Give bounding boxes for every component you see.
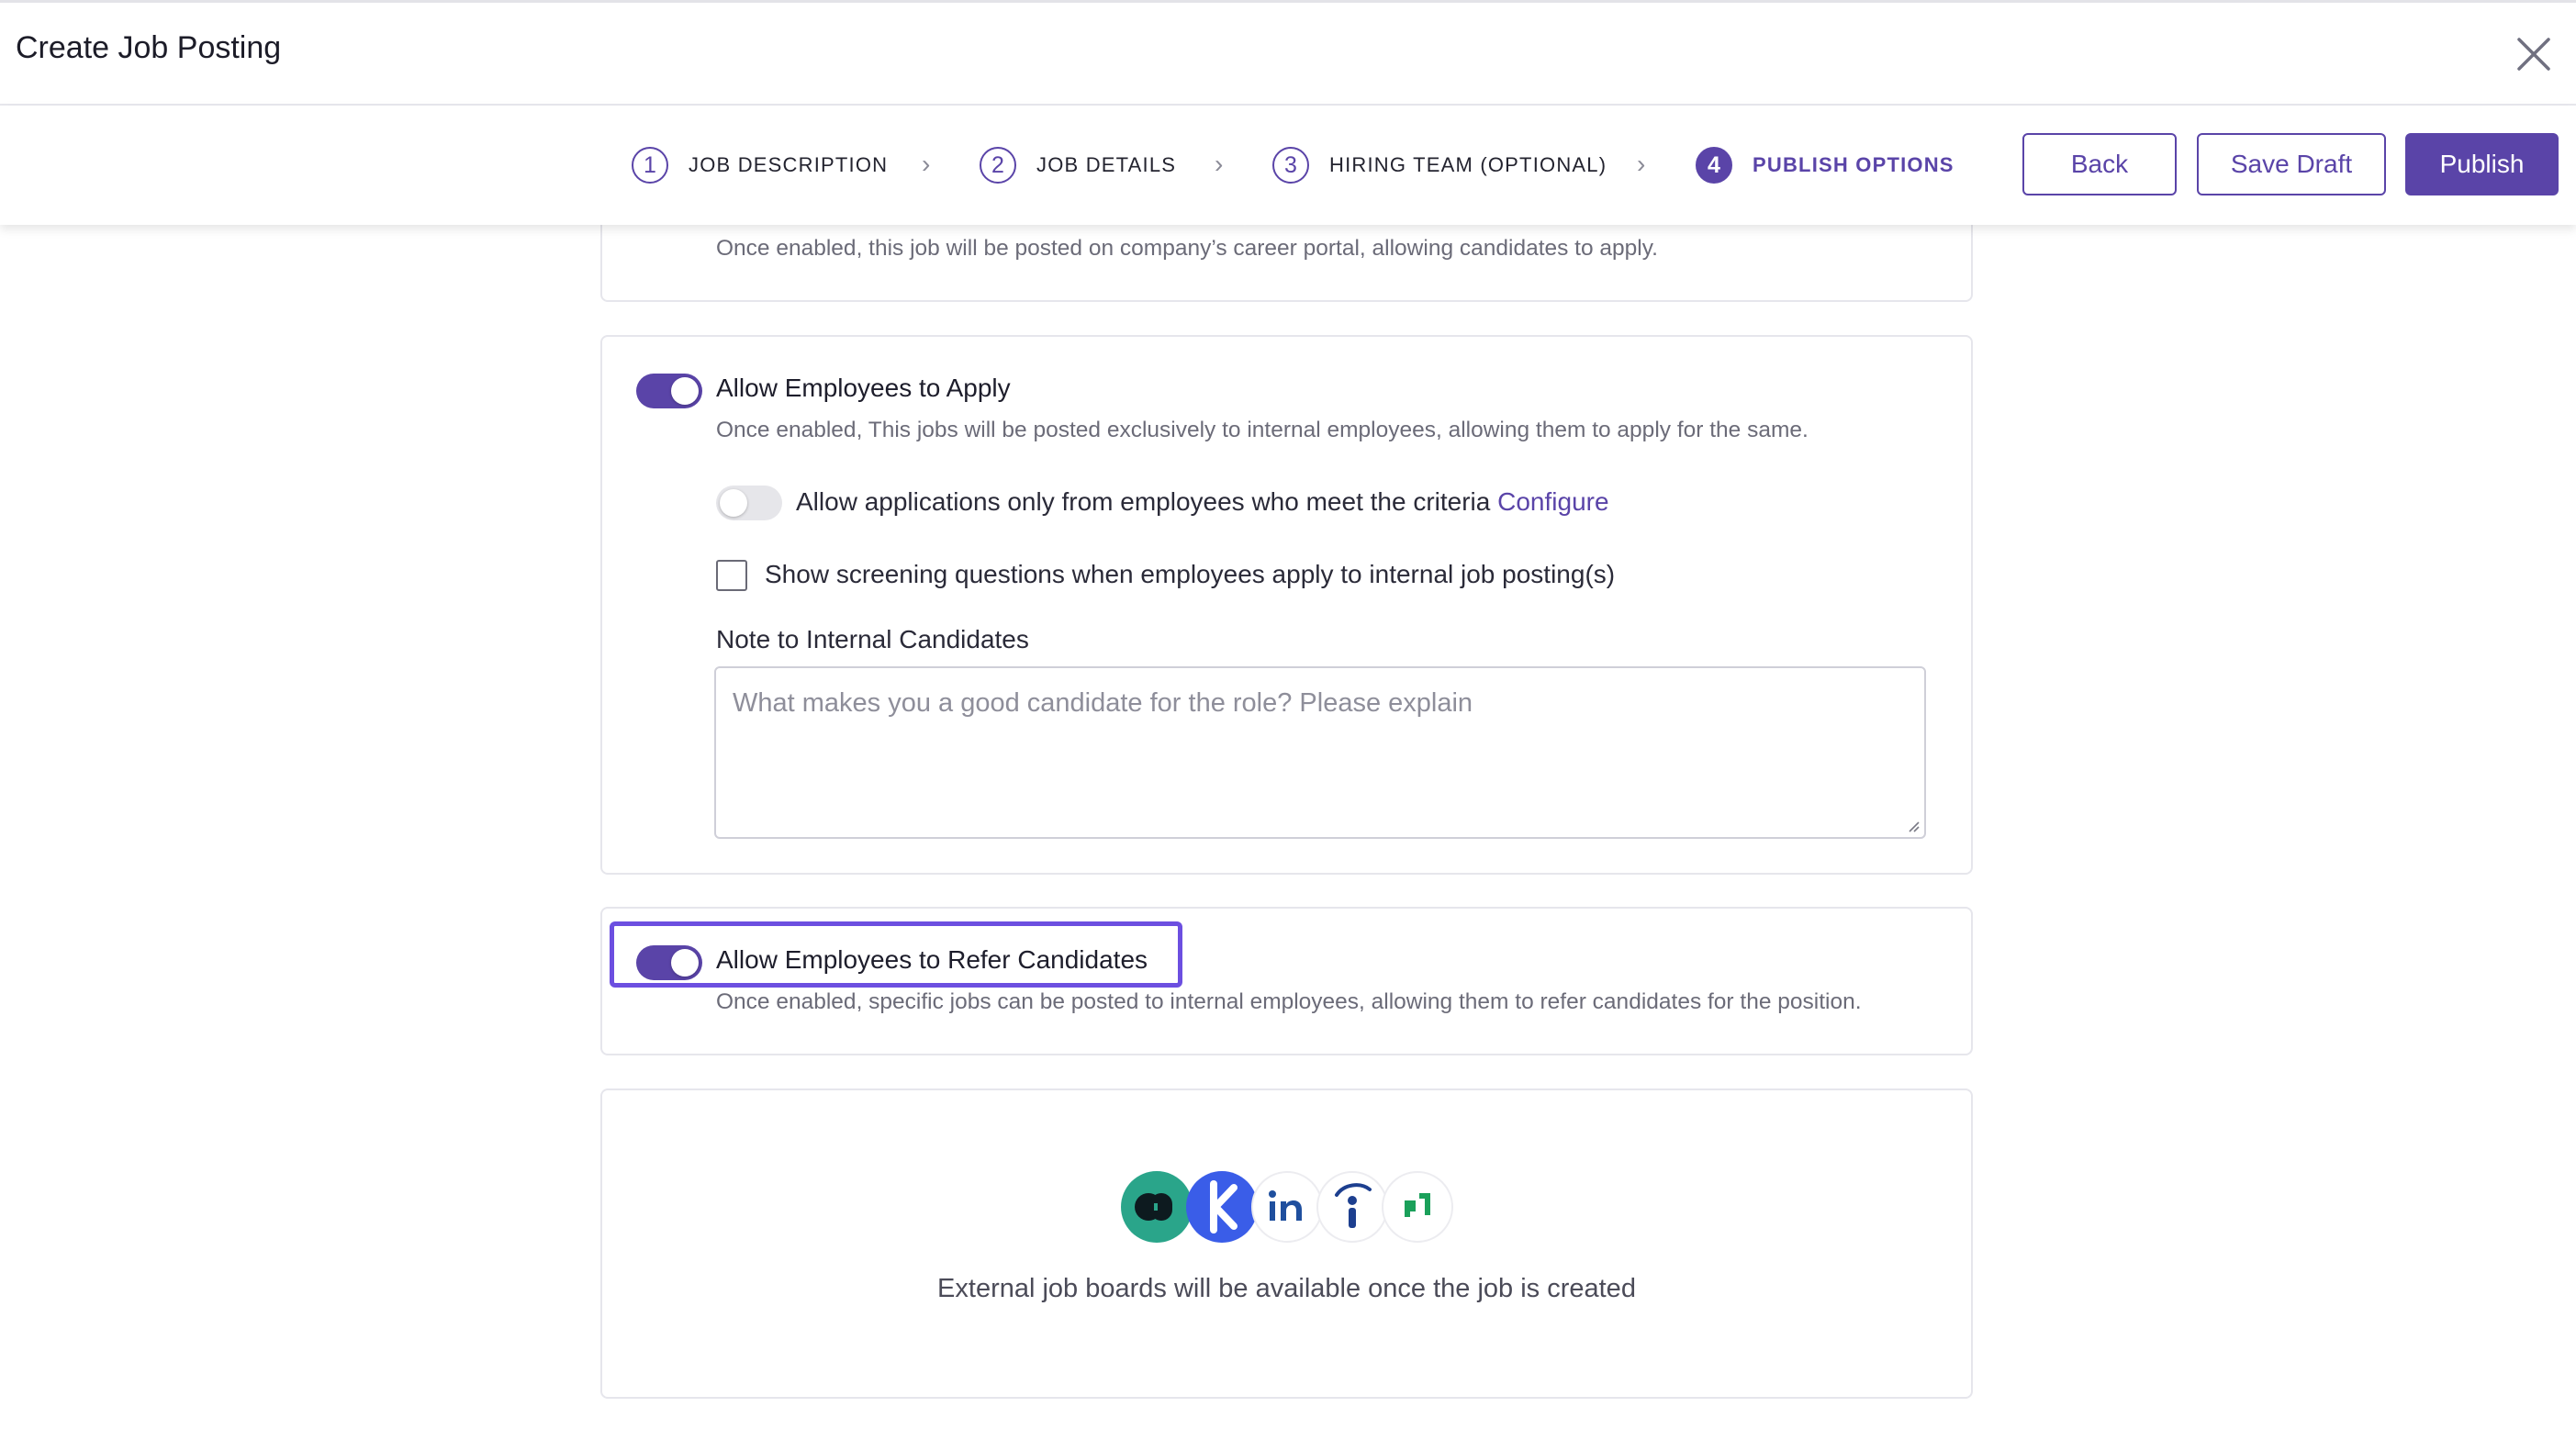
criteria-toggle[interactable]: [716, 486, 782, 520]
step-job-description[interactable]: [632, 144, 888, 186]
step-number: 1: [632, 147, 668, 184]
step-hiring-team[interactable]: [1272, 144, 1607, 186]
page-title: Create Job Posting: [16, 30, 282, 65]
refer-candidates-description: Once enabled, specific jobs can be posted to internal employees, allowing them to refer candidates for the position.: [716, 989, 1862, 1014]
employees-apply-label: Allow Employees to Apply: [716, 374, 1011, 402]
stepper-bar: [0, 106, 2576, 225]
note-textarea[interactable]: [714, 666, 1926, 839]
step-label: HIRING TEAM (OPTIONAL): [1329, 153, 1607, 176]
chevron-right-icon: ›: [922, 150, 931, 178]
step-number: 3: [1272, 147, 1309, 184]
configure-link[interactable]: Configure: [1497, 487, 1609, 516]
glassdoor-logo: [1382, 1171, 1453, 1243]
note-label: Note to Internal Candidates: [716, 625, 1029, 653]
employees-apply-toggle[interactable]: [636, 374, 702, 408]
screening-questions-checkbox[interactable]: [716, 560, 747, 591]
highlight-box: [610, 921, 1182, 988]
board-k-logo: [1186, 1171, 1258, 1243]
linkedin-logo: [1251, 1171, 1323, 1243]
criteria-text: Allow applications only from employees who meet the criteria: [796, 487, 1491, 516]
job-boards-card: [600, 1088, 1973, 1399]
career-portal-description: Once enabled, this job will be posted on company’s career portal, allowing candidates to apply.: [716, 236, 1658, 261]
step-label: JOB DESCRIPTION: [689, 153, 889, 176]
criteria-label: [796, 487, 1609, 517]
chevron-right-icon: ›: [1215, 150, 1224, 178]
back-button[interactable]: Back: [2022, 133, 2177, 195]
save-draft-button[interactable]: Save Draft: [2197, 133, 2386, 195]
employees-apply-description: Once enabled, This jobs will be posted exclusively to internal employees, allowing them to apply for the same.: [716, 418, 1809, 442]
step-number: 2: [980, 147, 1016, 184]
step-label: JOB DETAILS: [1036, 153, 1177, 176]
close-button[interactable]: [2511, 31, 2557, 77]
resize-handle-icon[interactable]: [1907, 820, 1920, 832]
step-number: 4: [1696, 147, 1732, 184]
toggle-knob: [671, 377, 699, 405]
refer-candidates-label: Allow Employees to Refer Candidates: [716, 945, 1148, 974]
chevron-right-icon: ›: [1637, 150, 1646, 178]
title-bar: [0, 3, 2576, 106]
step-job-details[interactable]: [980, 144, 1176, 186]
step-label: PUBLISH OPTIONS: [1753, 153, 1954, 176]
indeed-logo: [1316, 1171, 1388, 1243]
step-publish-options[interactable]: [1696, 144, 1954, 186]
screening-questions-label: Show screening questions when employees apply to internal job posting(s): [765, 560, 1616, 588]
publish-button[interactable]: Publish: [2405, 133, 2559, 195]
close-icon: [2511, 31, 2557, 77]
job-boards-message: External job boards will be available once the job is created: [937, 1274, 1636, 1303]
toggle-knob: [720, 489, 747, 517]
careerbuilder-logo: [1121, 1171, 1193, 1243]
